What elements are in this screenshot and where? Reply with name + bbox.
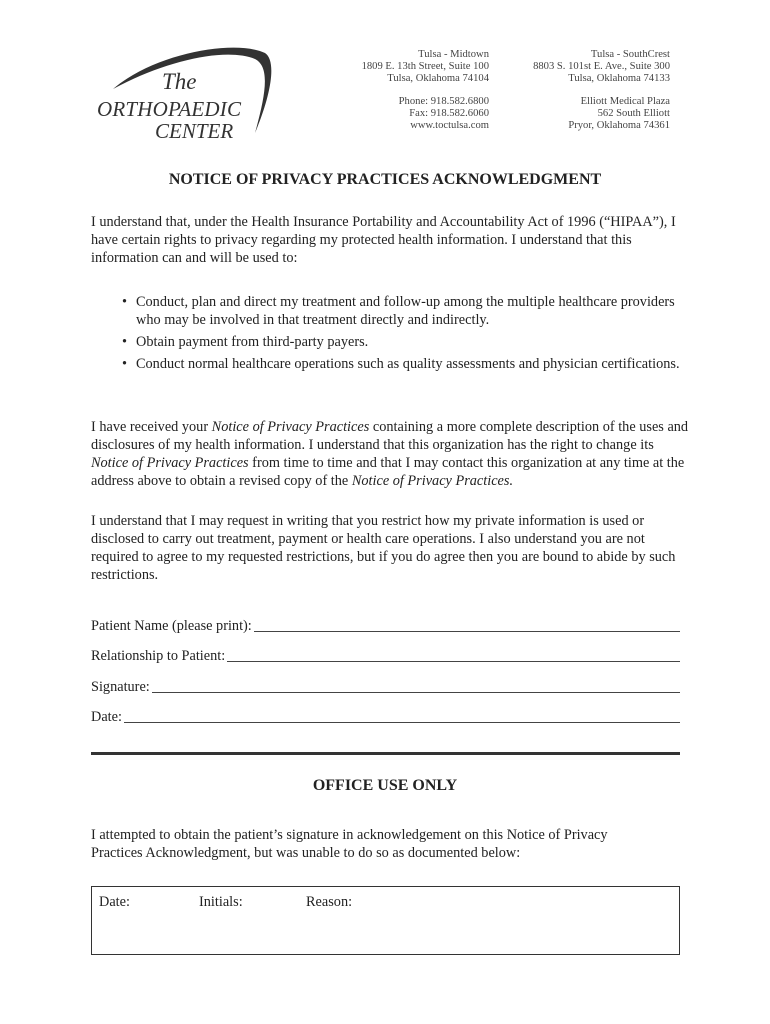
signature-field (91, 678, 680, 696)
address-line: Tulsa, Oklahoma 74133 (568, 73, 670, 84)
date-field (91, 708, 680, 726)
relationship-input[interactable] (227, 647, 680, 662)
text-segment: containing a more complete description of the uses and disclosures of my health information. I understand that this organization has the right to change its (91, 419, 689, 453)
southcrest-address (533, 49, 670, 85)
list-item: • Conduct, plan and direct my treatment and follow-up among the multiple healthcare providers who may be involved in that treatment directly and indirectly. (122, 293, 692, 329)
phone-number: Phone: 918.582.6800 (398, 96, 489, 107)
office-reason-label: Reason: (306, 894, 353, 910)
date-label: Date: (91, 709, 122, 725)
signature-input[interactable] (152, 678, 680, 693)
document-title: NOTICE OF PRIVACY PRACTICES ACKNOWLEDGMENT (168, 171, 602, 188)
website-link[interactable]: www.toctulsa.com (410, 120, 489, 131)
orthopaedic-center-logo (95, 45, 275, 145)
address-line: Tulsa, Oklahoma 74104 (387, 73, 489, 84)
text-segment: from time to time and that I may contact this organization at any time at the address above to obtain a revised copy of the (91, 455, 685, 489)
relationship-label: Relationship to Patient: (91, 648, 226, 664)
logo-center-text: CENTER (155, 119, 234, 143)
notice-title-italic: Notice of Privacy Practices (91, 455, 249, 471)
usage-list (122, 293, 692, 377)
notice-received-paragraph (91, 418, 691, 490)
address-line: Tulsa - Midtown (418, 49, 489, 60)
address-line: 1809 E. 13th Street, Suite 100 (361, 61, 489, 72)
fax-number: Fax: 918.582.6060 (409, 108, 489, 119)
office-date-label: Date: (99, 894, 130, 910)
date-input[interactable] (124, 708, 680, 723)
address-line: Pryor, Oklahoma 74361 (568, 120, 670, 131)
patient-name-field (91, 617, 680, 635)
office-use-title: OFFICE USE ONLY (312, 777, 458, 794)
office-use-box[interactable] (91, 886, 680, 955)
address-line: 8803 S. 101st E. Ave., Suite 300 (533, 61, 670, 72)
signature-label: Signature: (91, 679, 150, 695)
logo-the-text: The (162, 69, 197, 94)
hipaa-paragraph: I understand that, under the Health Insurance Portability and Accountability Act of 1996 (“HIPAA”), I have certain rights to privacy regarding my protected health information. I understand that this information can and will be used to: (91, 214, 676, 266)
address-line: Tulsa - SouthCrest (590, 49, 670, 60)
patient-name-label: Patient Name (please print): (91, 618, 252, 634)
list-item: • Conduct normal healthcare operations such as quality assessments and physician certifications. (122, 355, 692, 373)
section-divider (91, 752, 680, 755)
restrictions-paragraph: I understand that I may request in writing that you restrict how my private information is used or disclosed to carry out treatment, payment or health care operations. I also understand you are not required to agree to my requested restrictions, but if you do agree then you are bound to abide by such restrictions. (91, 513, 676, 583)
address-line: Elliott Medical Plaza (580, 96, 670, 107)
list-item: • Obtain payment from third-party payers. (122, 333, 692, 351)
office-use-paragraph: I attempted to obtain the patient’s signature in acknowledgement on this Notice of Privacy Practices Acknowledgment, but was unable to do so as documented below: (91, 827, 608, 861)
patient-name-input[interactable] (254, 617, 680, 632)
midtown-address (362, 49, 489, 85)
notice-title-italic: Notice of Privacy Practices. (351, 473, 514, 489)
pryor-address (568, 96, 670, 132)
logo-orthopaedic-text: ORTHOPAEDIC (97, 97, 242, 121)
text-segment: I have received your (91, 419, 212, 435)
contact-info (399, 96, 489, 132)
address-line: 562 South Elliott (597, 108, 670, 119)
relationship-field (91, 647, 680, 665)
notice-title-italic: Notice of Privacy Practices (211, 419, 370, 435)
office-initials-label: Initials: (199, 894, 243, 910)
